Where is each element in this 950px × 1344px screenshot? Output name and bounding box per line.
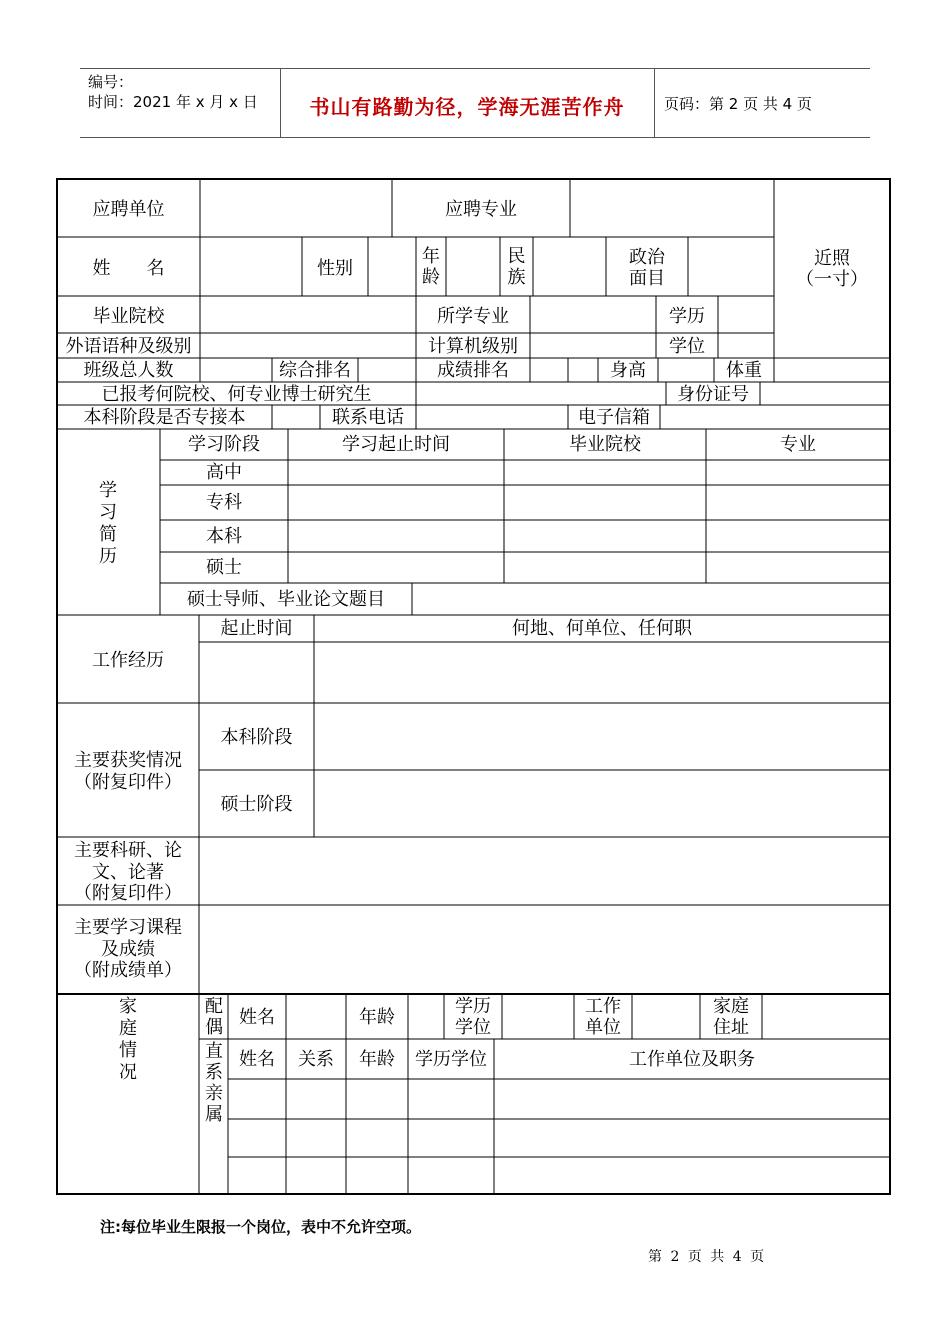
stage-high-school: 高中 (206, 462, 242, 483)
header-motto: 书山有路勤为径，学海无涯苦作舟 (309, 95, 625, 119)
label-home-address: 家庭住址 (713, 996, 749, 1038)
label-overall-rank: 综合排名 (279, 360, 351, 381)
col-relative-edu: 学历学位 (415, 1049, 487, 1070)
label-phd-applied: 已报考何院校、何专业博士研究生 (101, 384, 372, 405)
label-undergrad-from-college: 本科阶段是否专接本 (83, 407, 246, 428)
col-work-detail: 何地、何单位、任何职 (512, 618, 692, 639)
label-email: 电子信箱 (578, 407, 650, 428)
document-date: 时间：2021 年 x 月 x 日 (88, 93, 258, 111)
label-gender: 性别 (317, 258, 353, 279)
label-spouse-work: 工作单位 (585, 996, 621, 1038)
col-study-period: 学习起止时间 (342, 434, 450, 455)
header-page-info: 页码：第 2 页 共 4 页 (664, 95, 812, 113)
col-study-school: 毕业院校 (569, 434, 641, 455)
label-photo-size: （一寸） (796, 269, 868, 290)
label-unit: 应聘单位 (92, 199, 165, 220)
col-study-major: 专业 (780, 434, 816, 455)
label-photo: 近照 (814, 248, 850, 269)
label-research: 主要科研、论 (74, 840, 182, 861)
label-research-note: （附复印件） (74, 883, 182, 904)
label-age: 年龄 (422, 246, 440, 288)
stage-college: 专科 (206, 492, 242, 513)
label-computer: 计算机级别 (428, 336, 518, 357)
label-phone: 联系电话 (332, 407, 404, 428)
col-relative-relation: 关系 (298, 1049, 334, 1070)
label-relatives: 直系亲属 (205, 1041, 223, 1125)
label-research-2: 文、论著 (92, 862, 164, 883)
label-spouse: 配偶 (205, 996, 223, 1038)
label-education: 学历 (669, 306, 705, 327)
label-id-number: 身份证号 (677, 384, 749, 405)
label-awards: 主要获奖情况 (74, 750, 182, 771)
label-spouse-edu: 学历学位 (455, 996, 491, 1038)
label-ethnicity: 民族 (507, 246, 526, 288)
label-study-history: 学习简历 (99, 480, 117, 567)
page-footer: 第 2 页 共 4 页 (648, 1249, 765, 1265)
col-relative-name: 姓名 (239, 1049, 275, 1070)
label-degree: 学位 (669, 336, 705, 357)
col-work-period: 起止时间 (220, 618, 293, 639)
label-major-studied: 所学专业 (437, 306, 509, 327)
label-awards-note: （附复印件） (74, 772, 182, 793)
label-courses: 主要学习课程 (74, 917, 182, 938)
label-family: 家庭情况 (119, 996, 137, 1083)
label-spouse-age: 年龄 (359, 1007, 395, 1028)
label-courses-note: （附成绩单） (74, 960, 182, 981)
label-class-total: 班级总人数 (83, 360, 174, 381)
label-courses-2: 及成绩 (101, 939, 155, 960)
label-major-applied: 应聘专业 (445, 199, 517, 220)
label-spouse-name: 姓名 (239, 1007, 275, 1028)
label-award-master: 硕士阶段 (220, 794, 293, 815)
form-note: 注:每位毕业生限报一个岗位，表中不允许空项。 (100, 1218, 422, 1236)
label-height: 身高 (610, 360, 646, 381)
label-name: 姓 名 (92, 258, 165, 279)
col-study-stage: 学习阶段 (188, 434, 260, 455)
stage-bachelor: 本科 (206, 526, 242, 547)
label-weight: 体重 (726, 360, 762, 381)
col-relative-age: 年龄 (359, 1049, 395, 1070)
stage-master: 硕士 (206, 557, 242, 578)
label-advisor-thesis: 硕士导师、毕业论文题目 (187, 589, 385, 610)
label-award-undergrad: 本科阶段 (220, 727, 293, 748)
label-language: 外语语种及级别 (65, 336, 192, 357)
document-number: 编号： (88, 73, 134, 91)
label-political: 政治面目 (629, 247, 665, 289)
col-relative-work: 工作单位及职务 (629, 1049, 755, 1070)
label-school: 毕业院校 (92, 306, 165, 327)
label-score-rank: 成绩排名 (437, 360, 509, 381)
label-work-history: 工作经历 (92, 650, 164, 671)
